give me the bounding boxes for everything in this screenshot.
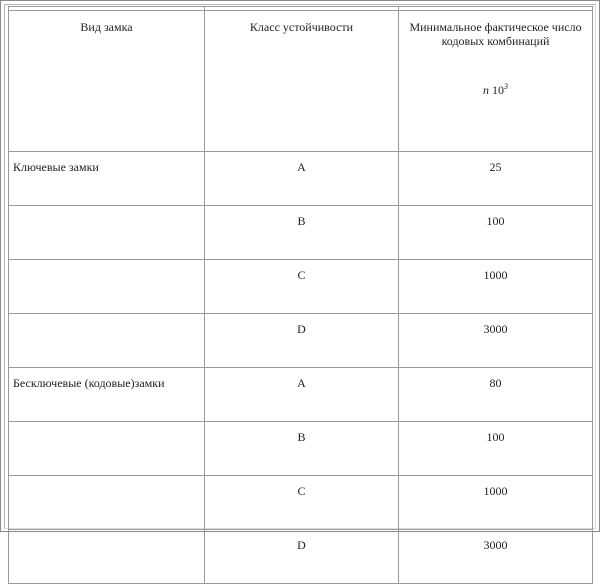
cell-combinations: 3000 (399, 530, 593, 584)
unit-symbol: n (483, 83, 489, 97)
cell-combinations: 1000 (399, 476, 593, 530)
header-resistance-class: Класс устойчивости (205, 11, 399, 152)
cell-combinations: 80 (399, 368, 593, 422)
cell-combinations: 100 (399, 206, 593, 260)
cell-combinations: 1000 (399, 260, 593, 314)
header-min-combinations-line1: Минимальное фактическое число (409, 20, 582, 34)
cell-class: A (205, 152, 399, 206)
table-row (9, 314, 593, 368)
header-unit (399, 80, 592, 97)
cell-lock-type (9, 260, 205, 314)
cell-lock-type: Ключевые замки (9, 152, 205, 206)
lock-resistance-table (8, 6, 593, 584)
table-header-row (9, 11, 593, 152)
cell-combinations: 100 (399, 422, 593, 476)
cell-class: C (205, 260, 399, 314)
cell-combinations: 25 (399, 152, 593, 206)
table-row (9, 422, 593, 476)
cell-lock-type: Бесключевые (кодовые)замки (9, 368, 205, 422)
cell-class: C (205, 476, 399, 530)
cell-lock-type (9, 530, 205, 584)
cell-class: D (205, 314, 399, 368)
cell-class: A (205, 368, 399, 422)
cell-lock-type (9, 476, 205, 530)
header-min-combinations-line2: кодовых комбинаций (441, 34, 550, 48)
unit-exponent: 3 (504, 82, 508, 91)
table-row (9, 152, 593, 206)
header-min-combinations (399, 11, 593, 152)
table-row (9, 368, 593, 422)
cell-class: B (205, 206, 399, 260)
cell-lock-type (9, 206, 205, 260)
table-row (9, 476, 593, 530)
cell-combinations: 3000 (399, 314, 593, 368)
table-row (9, 206, 593, 260)
cell-class: B (205, 422, 399, 476)
cell-lock-type (9, 422, 205, 476)
header-lock-type: Вид замка (9, 11, 205, 152)
cell-lock-type (9, 314, 205, 368)
table-row (9, 260, 593, 314)
cell-class: D (205, 530, 399, 584)
table-row (9, 530, 593, 584)
unit-base: 10 (492, 83, 504, 97)
